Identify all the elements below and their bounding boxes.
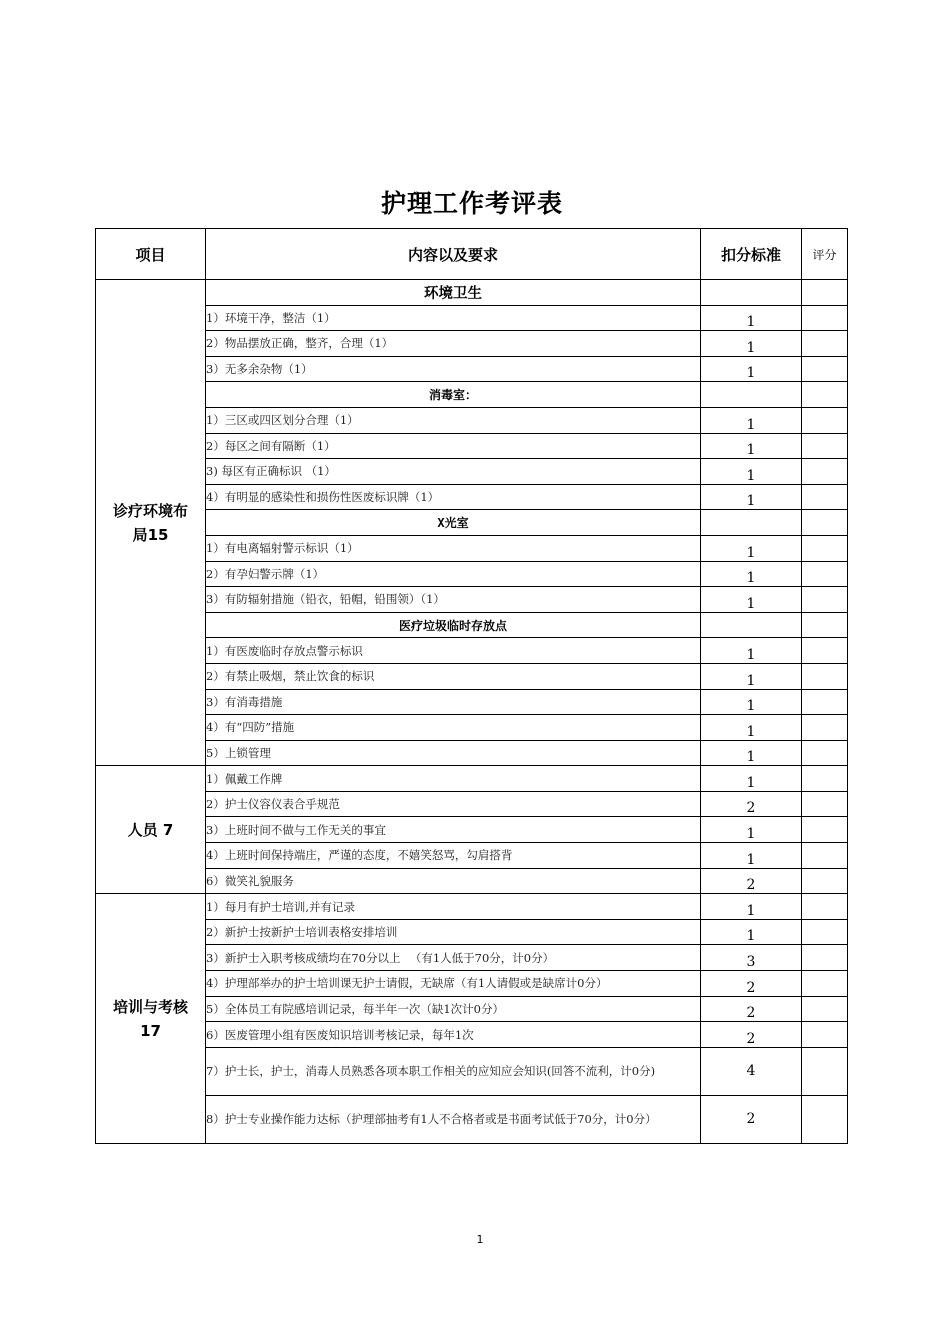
table-row <box>96 433 848 459</box>
deduction-value: 2 <box>701 1095 802 1143</box>
evaluation-table <box>95 228 848 1144</box>
deduction-value: 1 <box>701 817 802 843</box>
score-cell[interactable] <box>802 971 848 997</box>
item-text: 4）有明显的感染性和损伤性医废标识牌（1） <box>206 484 701 510</box>
item-text: 1）佩戴工作牌 <box>206 766 701 792</box>
group-heading-row <box>96 382 848 408</box>
deduction-value: 1 <box>701 356 802 382</box>
item-text: 3）有防辐射措施（铅衣，铅帽，铅围领）（1） <box>206 587 701 613</box>
deduction-value: 1 <box>701 587 802 613</box>
item-text: 2）有禁止吸烟，禁止饮食的标识 <box>206 663 701 689</box>
item-text: 7）护士长，护士，消毒人员熟悉各项本职工作相关的应知应会知识(回答不流利，计0分) <box>206 1047 701 1095</box>
item-text: 5）全体员工有院感培训记录，每半年一次（缺1次计0分） <box>206 996 701 1022</box>
score-cell[interactable] <box>802 740 848 766</box>
item-text: 3）上班时间不做与工作无关的事宜 <box>206 817 701 843</box>
page-title: 护理工作考评表 <box>380 189 563 218</box>
group-heading-row <box>96 280 848 306</box>
deduction-value: 1 <box>701 459 802 485</box>
table-row <box>96 894 848 920</box>
item-text: 2）物品摆放正确，整齐，合理（1） <box>206 331 701 357</box>
item-text: 1）三区或四区划分合理（1） <box>206 407 701 433</box>
score-cell[interactable] <box>802 715 848 741</box>
score-cell[interactable] <box>802 1022 848 1048</box>
deduction-value: 2 <box>701 1022 802 1048</box>
table-row <box>96 843 848 869</box>
score-cell[interactable] <box>802 868 848 894</box>
score-cell[interactable] <box>802 996 848 1022</box>
score-cell <box>802 382 848 408</box>
header-score: 评分 <box>802 229 848 280</box>
table-row <box>96 766 848 792</box>
deduction-value: 1 <box>701 561 802 587</box>
deduction-value: 2 <box>701 791 802 817</box>
page-number: 1 <box>476 1233 484 1246</box>
score-cell <box>802 612 848 638</box>
table-row <box>96 587 848 613</box>
item-text: 2）护士仪容仪表合乎规范 <box>206 791 701 817</box>
table-row <box>96 689 848 715</box>
score-cell[interactable] <box>802 843 848 869</box>
deduction-value: 1 <box>701 663 802 689</box>
header-row <box>96 229 848 280</box>
deduction-value: 1 <box>701 740 802 766</box>
table-row <box>96 996 848 1022</box>
table-row <box>96 535 848 561</box>
table-row <box>96 484 848 510</box>
deduction-value: 1 <box>701 894 802 920</box>
table-row <box>96 638 848 664</box>
category-label: 诊疗环境布局15 <box>112 501 188 544</box>
group-heading: X光室 <box>206 510 701 536</box>
table-row <box>96 740 848 766</box>
item-text: 1）有电离辐射警示标识（1） <box>206 535 701 561</box>
score-cell[interactable] <box>802 484 848 510</box>
deduction-value: 1 <box>701 305 802 331</box>
deduction-value: 1 <box>701 843 802 869</box>
group-heading: 消毒室： <box>206 382 701 408</box>
table-row <box>96 715 848 741</box>
table-row <box>96 1022 848 1048</box>
deduction-cell <box>701 382 802 408</box>
item-text: 1）每月有护士培训,并有记录 <box>206 894 701 920</box>
item-text: 4）上班时间保持端庄，严谨的态度，不嬉笑怒骂，勾肩搭背 <box>206 843 701 869</box>
deduction-value: 1 <box>701 919 802 945</box>
score-cell[interactable] <box>802 459 848 485</box>
deduction-value: 1 <box>701 638 802 664</box>
deduction-cell <box>701 280 802 306</box>
score-cell[interactable] <box>802 433 848 459</box>
category-training <box>96 894 206 1144</box>
table-row <box>96 1047 848 1095</box>
deduction-cell <box>701 510 802 536</box>
score-cell <box>802 510 848 536</box>
header-item: 项目 <box>96 229 206 280</box>
score-cell[interactable] <box>802 638 848 664</box>
table-row <box>96 791 848 817</box>
score-cell[interactable] <box>802 305 848 331</box>
deduction-value: 1 <box>701 407 802 433</box>
score-cell[interactable] <box>802 356 848 382</box>
table-row <box>96 1095 848 1143</box>
score-cell[interactable] <box>802 663 848 689</box>
deduction-value: 2 <box>701 971 802 997</box>
header-deduction: 扣分标准 <box>701 229 802 280</box>
group-heading-row <box>96 612 848 638</box>
deduction-value: 1 <box>701 689 802 715</box>
item-text: 6）医废管理小组有医废知识培训考核记录，每年1次 <box>206 1022 701 1048</box>
item-text: 2）新护士按新护士培训表格安排培训 <box>206 919 701 945</box>
score-cell[interactable] <box>802 894 848 920</box>
group-heading: 医疗垃圾临时存放点 <box>206 612 701 638</box>
score-cell[interactable] <box>802 791 848 817</box>
category-staff: 人员 7 <box>96 766 206 894</box>
group-heading: 环境卫生 <box>206 280 701 306</box>
item-text: 6）微笑礼貌服务 <box>206 868 701 894</box>
deduction-value: 1 <box>701 535 802 561</box>
table-row <box>96 356 848 382</box>
header-content: 内容以及要求 <box>206 229 701 280</box>
score-cell[interactable] <box>802 1047 848 1095</box>
score-cell[interactable] <box>802 766 848 792</box>
deduction-value: 1 <box>701 331 802 357</box>
table-row <box>96 868 848 894</box>
table-row <box>96 919 848 945</box>
deduction-value: 2 <box>701 996 802 1022</box>
category-environment <box>96 280 206 766</box>
score-cell[interactable] <box>802 331 848 357</box>
table-row <box>96 305 848 331</box>
score-cell[interactable] <box>802 535 848 561</box>
table-row <box>96 971 848 997</box>
deduction-value: 1 <box>701 433 802 459</box>
table-row <box>96 459 848 485</box>
deduction-value: 1 <box>701 766 802 792</box>
item-text: 2）有孕妇警示牌（1） <box>206 561 701 587</box>
table-row <box>96 945 848 971</box>
score-cell[interactable] <box>802 817 848 843</box>
item-text: 1）环境干净，整洁（1） <box>206 305 701 331</box>
item-text: 5）上锁管理 <box>206 740 701 766</box>
score-cell[interactable] <box>802 561 848 587</box>
deduction-cell <box>701 612 802 638</box>
item-text: 3) 每区有正确标识 （1） <box>206 459 701 485</box>
item-text: 3）无多余杂物（1） <box>206 356 701 382</box>
score-cell[interactable] <box>802 689 848 715</box>
score-cell[interactable] <box>802 945 848 971</box>
deduction-value: 3 <box>701 945 802 971</box>
item-text: 4）有“四防”措施 <box>206 715 701 741</box>
deduction-value: 2 <box>701 868 802 894</box>
table-row <box>96 663 848 689</box>
table-row <box>96 817 848 843</box>
deduction-value: 1 <box>701 484 802 510</box>
table-row <box>96 561 848 587</box>
item-text: 4）护理部举办的护士培训课无护士请假，无缺席（有1人请假或是缺席计0分） <box>206 971 701 997</box>
score-cell[interactable] <box>802 587 848 613</box>
group-heading-row <box>96 510 848 536</box>
item-text: 3）有消毒措施 <box>206 689 701 715</box>
score-cell[interactable] <box>802 1095 848 1143</box>
deduction-value: 4 <box>701 1047 802 1095</box>
category-label: 培训与考核17 <box>112 997 188 1040</box>
item-text: 8）护士专业操作能力达标（护理部抽考有1人不合格者或是书面考试低于70分，计0分） <box>206 1095 701 1143</box>
item-text: 1）有医废临时存放点警示标识 <box>206 638 701 664</box>
score-cell <box>802 280 848 306</box>
item-text: 2）每区之间有隔断（1） <box>206 433 701 459</box>
item-text: 3）新护士入职考核成绩均在70分以上 （有1人低于70分，计0分） <box>206 945 701 971</box>
table-row <box>96 407 848 433</box>
table-row <box>96 331 848 357</box>
deduction-value: 1 <box>701 715 802 741</box>
score-cell[interactable] <box>802 919 848 945</box>
score-cell[interactable] <box>802 407 848 433</box>
